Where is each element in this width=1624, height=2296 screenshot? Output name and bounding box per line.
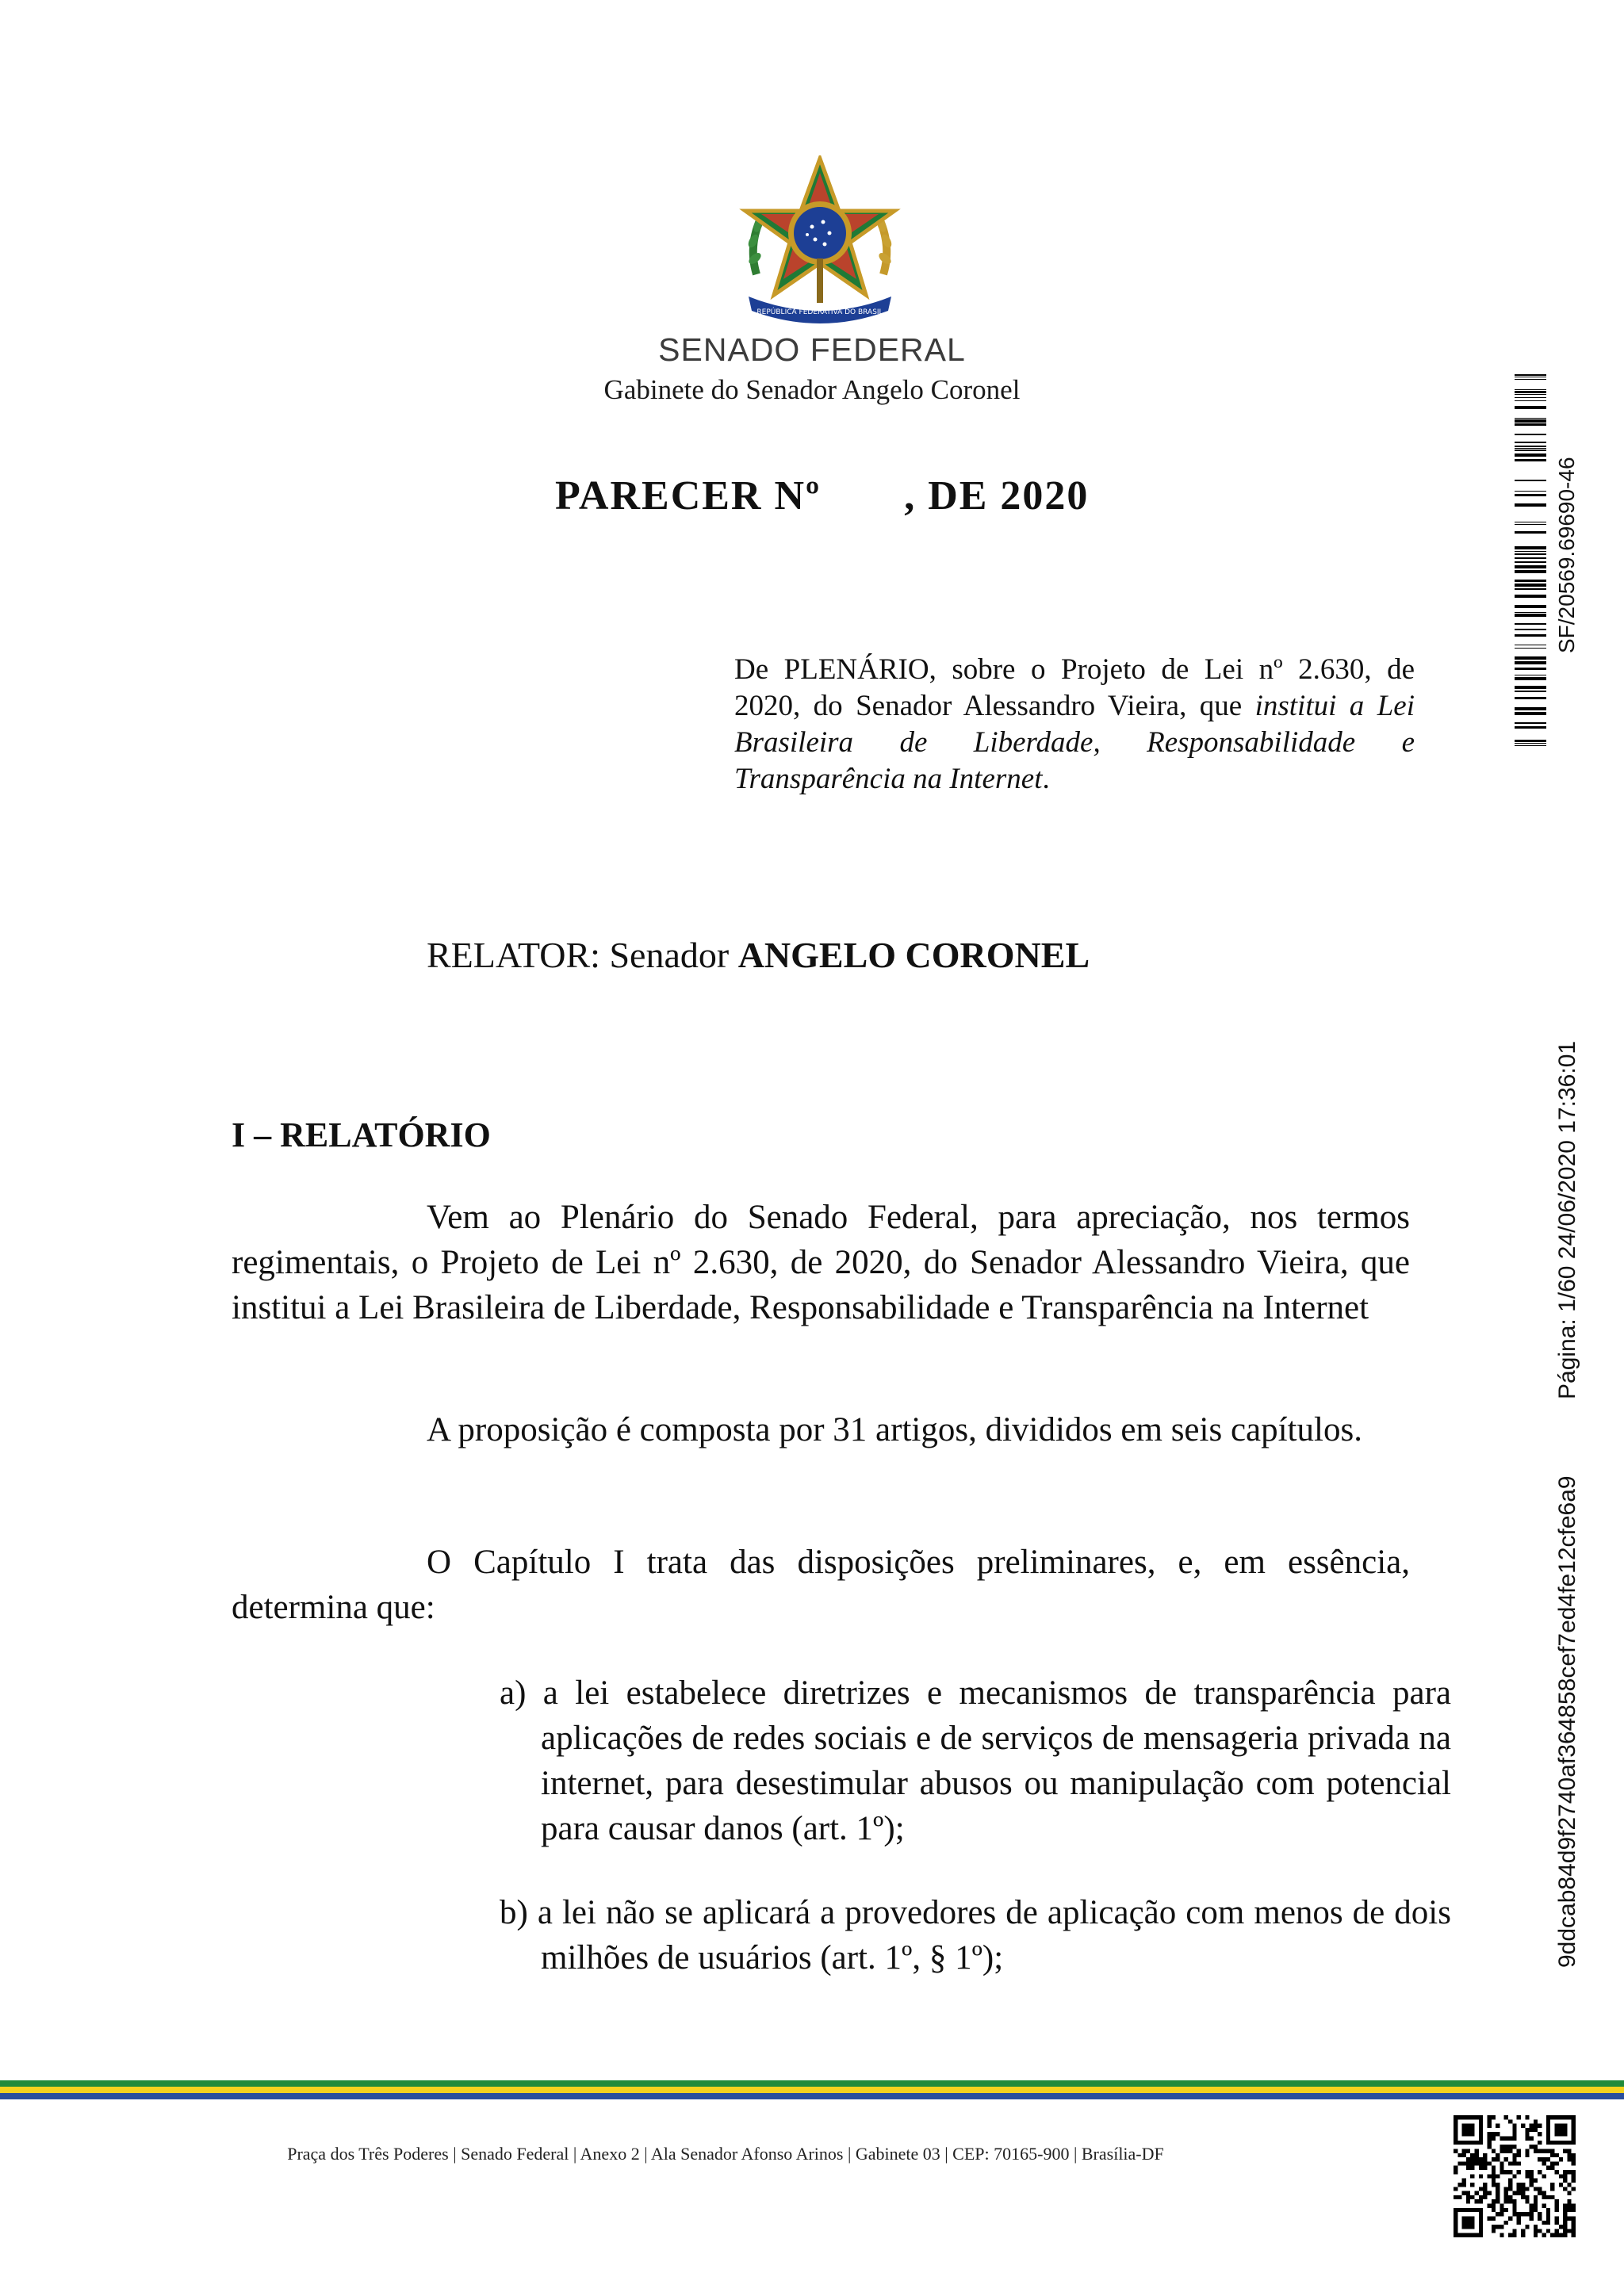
paragraph-text: Vem ao Plenário do Senado Federal, para apreciação, nos termos regimentais, o Projeto de Lei nº 2.630, de 2020, do Senador Alessandro Vieira, que institui a Lei Brasileira de Liberdade, Responsabilidade e Transparência na Internet bbox=[232, 1199, 1410, 1326]
relator-name: ANGELO CORONEL bbox=[737, 935, 1090, 975]
document-code: SF/20569.69690-46 bbox=[1554, 457, 1579, 653]
section-heading: I – RELATÓRIO bbox=[232, 1115, 491, 1154]
document-title: PARECER Nº , DE 2020 bbox=[555, 473, 1090, 519]
org-name: SENADO FEDERAL bbox=[658, 331, 966, 368]
coat-of-arms-emblem bbox=[733, 155, 907, 325]
document-hash: 9ddcab84d9f2740af364858cef7ed4fe12cfe6a9 bbox=[1554, 1475, 1580, 1968]
page-stamp: Página: 1/60 24/06/2020 17:36:01 bbox=[1554, 1040, 1580, 1399]
stripe-blue bbox=[0, 2093, 1624, 2099]
office-name: Gabinete do Senador Angelo Coronel bbox=[603, 374, 1021, 405]
ementa-end: . bbox=[1042, 763, 1050, 795]
ementa-italic: institui a Lei Brasileira de Liberdade, Responsabilidade e Transparência na Internet bbox=[734, 690, 1415, 795]
paragraph bbox=[232, 1407, 1410, 1452]
ementa-plain: De PLENÁRIO, sobre o Projeto de Lei nº 2.630, de 2020, do Senador Alessandro Vieira, que bbox=[734, 653, 1415, 722]
coat-motto: REPÚBLICA FEDERATIVA DO BRASIL bbox=[756, 308, 883, 316]
list-item: a) a lei estabelece diretrizes e mecanismos de transparência para aplicações de redes sociais e de serviços de mensageria privada na internet, para desestimular abusos ou manipulação com potencial para causar danos (art. 1º); bbox=[500, 1674, 1451, 1847]
ementa bbox=[734, 652, 1415, 798]
stripe-green bbox=[0, 2080, 1624, 2087]
footer-address: Praça dos Três Poderes | Senado Federal | Anexo 2 | Ala Senador Afonso Arinos | Gabinete 03 | CEP: 70165-900 | Brasília-DF bbox=[287, 2144, 1164, 2164]
list-item: b) a lei não se aplicará a provedores de aplicação com menos de dois milhões de usuários (art. 1º, § 1º); bbox=[500, 1894, 1451, 1976]
paragraph bbox=[232, 1540, 1410, 1630]
paragraph-text: O Capítulo I trata das disposições preliminares, e, em essência, determina que: bbox=[232, 1544, 1410, 1626]
relator-line bbox=[427, 934, 1090, 976]
relator-label: RELATOR: Senador bbox=[427, 935, 738, 975]
stripe-yellow bbox=[0, 2087, 1624, 2093]
paragraph-text: A proposição é composta por 31 artigos, divididos em seis capítulos. bbox=[427, 1411, 1362, 1448]
paragraph bbox=[232, 1195, 1410, 1330]
barcode bbox=[1515, 374, 1546, 747]
qr-code bbox=[1454, 2115, 1576, 2237]
footer-stripe bbox=[0, 2080, 1624, 2099]
